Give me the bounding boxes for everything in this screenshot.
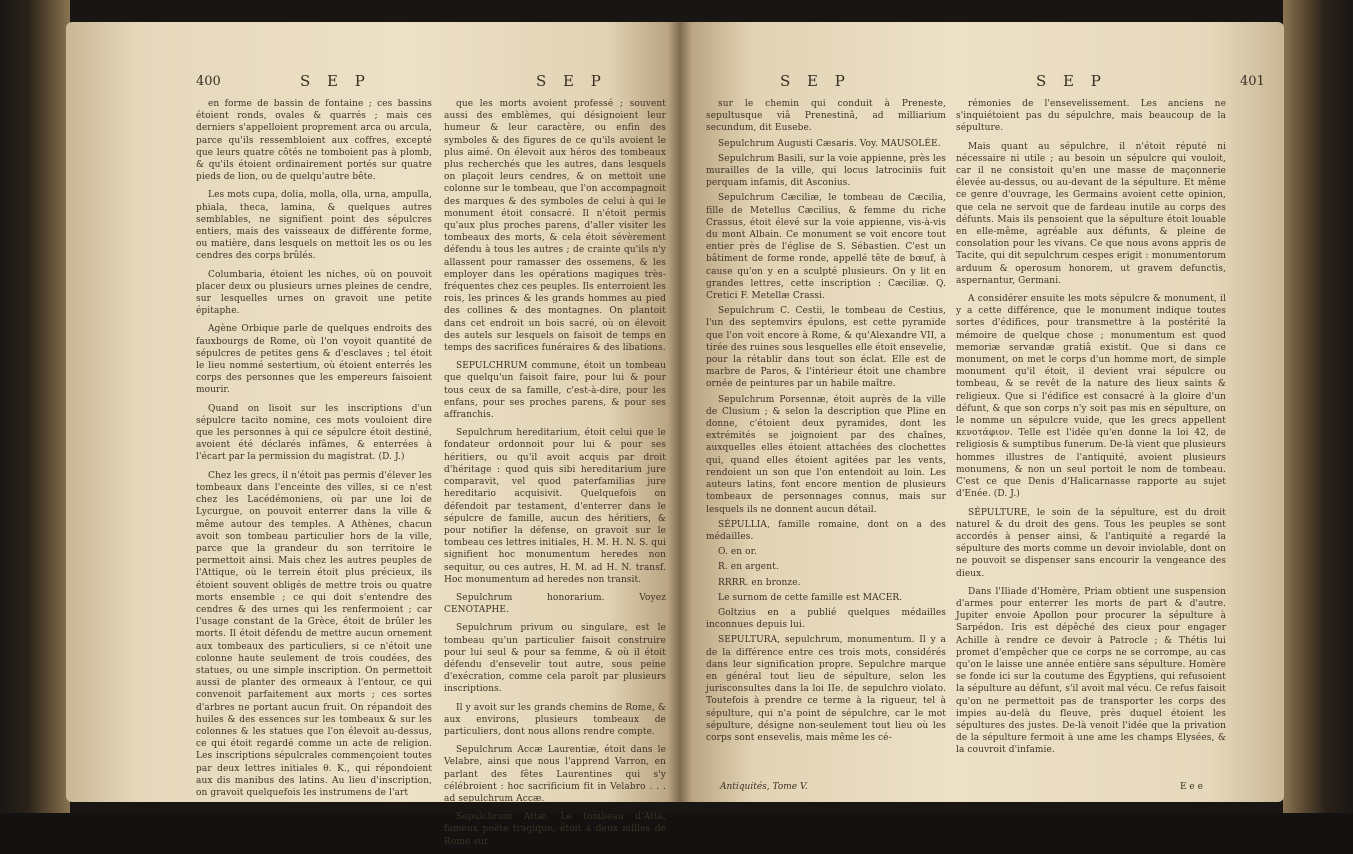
paragraph: Il y avoit sur les grands chemins de Rome, & aux environs, plusieurs tombeaux de particuliers, dont nous allons rendre compte. <box>444 702 666 737</box>
footer-volume: Antiquités, Tome V. <box>720 782 808 792</box>
paragraph: Sepulchrum Augusti Cæsaris. Voy. MAUSOLÉE. <box>718 138 941 149</box>
left-column-2 <box>444 98 666 854</box>
paragraph: Goltzius en a publié quelques médailles inconnues depuis lui. <box>706 607 946 631</box>
paragraph: SEPULTURA, sepulchrum, monumentum. Il y a de la différence entre ces trois mots, considérés dans leur signification propre. Sepulchre marque en général tout lieu de sépulture, selon les jurisconsultes dans la loi IIe. de sepulchro violato. Toutefois à prendre ce terme à la rigueur, tel à sépulture, qui n'a point de sépulchre, car le mot sépulture, désigne non-seulement tout lieu où les corps sont ensevelis, mais même les cé- <box>706 635 946 743</box>
paragraph: Sepulchrum Basili, sur la voie appienne, près les murailles de la ville, qui locus latrociniis fuit perquam infamis, dit Asconius. <box>706 153 946 189</box>
paragraph: Sepulchrum C. Cestii, le tombeau de Cestius, l'un des septemvirs épulons, est cette pyramide que l'on voit encore à Rome, & qu'Alexandre VII, a tirée des ruines sous lesquelles elle étoit ensevelie, pour la rétablir dans tout son éclat. Elle est de marbre de Paros, & l'intérieur étoit une chambre ornée de peintures par un habile maître. <box>706 306 946 390</box>
paragraph: Mais quant au sépulchre, il n'étoit réputé ni nécessaire ni utile ; au besoin un sépulcre qui vouloit, car il ne consistoit qu'en une masse de maçonnerie élevée au-dessus, ou au-devant de la sépulture. Et même ce genre d'ouvrage, les Germains avoient cette opinion, que cela ne servoit que de fardeau inutile au corps des défunts. Mais ils pensoient que la sépulture étoit louable en elle-même, agréable aux défunts, & pleine de consolation pour les vivans. Ce que nous avons appris de Tacite, qui dit sepulchrum cespes erigit : monumentorum arduum & operosum honorem, ut gravem defunctis, aspernantur, Germani. <box>956 141 1226 286</box>
running-header-right-1: S E P <box>780 72 851 90</box>
left-column-1 <box>196 98 432 805</box>
page-number-left: 400 <box>196 74 221 89</box>
paragraph: Sepulchrum privum ou singulare, est le tombeau qu'un particulier faisoit construire pour lui seul & pour sa femme, & où il étoit défendu d'ensevelir tout autre, sous peine d'exécration, comme cela paroît par plusieurs inscriptions. <box>444 623 666 695</box>
left-page <box>66 22 680 847</box>
right-page <box>680 22 1284 802</box>
paragraph: Columbaria, étoient les niches, où on pouvoit placer deux ou plusieurs urnes pleines de cendre, sur lesquelles urnes on gravoit une petite épitaphe. <box>196 269 432 317</box>
book-edge-right <box>1283 0 1353 813</box>
paragraph: SÉPULLIA, famille romaine, dont on a des médailles. <box>706 519 946 542</box>
running-header-right-2: S E P <box>1036 72 1107 90</box>
paragraph: Quand on lisoit sur les inscriptions d'un sépulcre tacito nomine, ces mots vouloient dire que les personnes à qui ce sépulcre étoit destiné, avoient été déclarés infâmes, & enterrées à l'écart par la permission du magistrat. (D. J.) <box>196 403 432 463</box>
paragraph: Sepulchrum Porsennæ, étoit auprès de la ville de Clusium ; & selon la description que Pline en donne, c'étoient deux pyramides, dont les extrémités se joignoient par des chaînes, auxquelles elles étoient attachées des clochettes qui, quand elles étoient agitées par les vents, rendoient un son que l'on entendoit au loin. Les auteurs latins, font encore mention de plusieurs tombeaux de personnages connus, mais sur lesquels ils ne donnent aucun détail. <box>706 394 946 515</box>
paragraph: Sepulchrum Accæ Laurentiæ, étoit dans le Velabre, ainsi que nous l'apprend Varron, en parlant des fêtes Laurentines qui s'y célébroient : hoc sacrificium fit in Velabro . . . ad sepulchrum Accæ. <box>444 745 666 804</box>
running-header-left-1: S E P <box>300 72 371 90</box>
paragraph: Sepulchrum hereditarium, étoit celui que le fondateur ordonnoit pour lui & pour ses héritiers, ou qu'il avoit acquis par droit d'héritage : quod quis sibi hereditarium jure comparavit, vel quod paterfamilias jure hereditario acquisivit. Quelquefois on défendoit par testament, d'enterrer dans le sépulcre de famille, aucun des héritiers, & pour notifier la défense, on gravoit sur le tombeau ces lettres initiales, H. M. H. N. S. qui signifient hoc monumentum heredes non sequitur, ou ces autres, H. M. ad H. N. transf. Hoc monumentum ad heredes non transit. <box>444 428 666 585</box>
paragraph: Les mots cupa, dolia, molla, olla, urna, ampulla, phiala, theca, lamina, & quelques autres semblables, ne signifient point des sépulcres entiers, mais des vaisseaux de différente forme, ou matière, dans lesquels on mettoit les os ou les cendres des corps brûlés. <box>196 190 432 262</box>
paragraph: rémonies de l'ensevelissement. Les anciens ne s'inquiétoient pas du sépulchre, mais beaucoup de la sépulture. <box>956 99 1226 134</box>
paragraph: SÉPULTURE, le soin de la sépulture, est du droit naturel & du droit des gens. Tous les peuples se sont accordés à penser ainsi, & l'antiquité a regardé la sépulture des morts comme un devoir inviolable, dont on ne pouvoit se dispenser sans encourir la vengeance des dieux. <box>956 507 1226 579</box>
right-column-1 <box>706 98 946 747</box>
paragraph: Le surnom de cette famille est MACER. <box>718 592 903 603</box>
medal-line: R. en argent. <box>718 562 779 573</box>
paragraph: Dans l'Iliade d'Homère, Priam obtient une suspension d'armes pour enterrer les morts de part & d'autre. Jupiter envoie Apollon pour procurer la sépulture à Sarpédon. Iris est dépêché des cieux pour engager Achille à rendre ce devoir à Patrocle ; & Thétis lui promet d'empêcher que ce corps ne se corrompe, au cas qu'on le laisse une année entière sans sépulture. Homère se fonde ici sur la coutume des Égyptiens, qui refusoient la sépulture au défunt, s'il avoit mal vécu. Ce refus faisoit qu'on ne permettoit pas de transporter les corps des impies au-delà du fleuve, près duquel étoient les sépultures des justes. De-là venoit l'idée que la privation de la sépulture fermoit à une ame les champs Elysées, & la couvroit d'infamie. <box>956 586 1226 756</box>
paragraph: A considérer ensuite les mots sépulcre & monument, il y a cette différence, que le monument indique toutes sortes d'édifices, pour transmettre à la postérité la mémoire de quelque chose ; monumentum est quod memoriæ servandæ gratiâ existit. Que si dans ce monument, on met le corps d'un homme mort, de simple monument qu'il étoit, il devient vrai sépulcre ou tombeau, & se revêt de la nature des lieux saints & religieux. Que si l'édifice est consacré à la gloire d'un défunt, & que son corps n'y soit pas mis en sépulture, on le nomme un sépulcre vuide, que les grecs appellent κενοτάφιον. Telle est l'idée qu'en donne la loi 42, de religiosis & sumptibus funerum. De-là vient que plusieurs hommes illustres de l'antiquité, avoient plusieurs monumens, & non un seul portoit le nom de tombeau. C'est ce que Denis d'Halicarnasse rapporte au sujet d'Enée. (D. J.) <box>956 294 1226 500</box>
page-number-right: 401 <box>1240 74 1265 89</box>
paragraph: Chez les grecs, il n'étoit pas permis d'élever les tombeaux dans l'enceinte des villes, si ce n'est chez les Lacédémoniens, où par une loi de Lycurgue, on pouvoit enterrer dans la ville & même autour des temples. A Athènes, chacun avoit son tombeau particulier hors de la ville, parce que la grandeur du son territoire le permettoit ainsi. Mais chez les autres peuples de l'Attique, où le terrein étoit plus précieux, ils étoient souvent obligés de mettre trois ou quatre morts ensemble ; ce qui doit s'entendre des cendres & des urnes qui les renfermoient ; car l'usage constant de la Grèce, étoit de brûler les morts. Il étoit défendu de mettre aucun ornement aux tombeaux des particuliers, si ce n'étoit une colonne haute seulement de trois coudées, des statues, ou une simple inscription. On permettoit aussi de planter des ormeaux à l'entour, ce qui convenoit parfaitement aux morts ; ces sortes d'arbres ne portant aucun fruit. On répandoit des huiles & des essences sur les tombeaux & sur les colonnes & les statues que l'on élevoit au-dessus, ce qui étoit regardé comme un acte de religion. Les inscriptions sépulcrales commençoient toutes par deux lettres initiales θ. Κ., qui répondoient aux dis manibus des latins. Au lieu d'inscription, on gravoit quelquefois les instrumens de l'art <box>196 470 432 798</box>
book-edge-left <box>0 0 70 813</box>
paragraph: Sepulchrum honorarium. Voyez CENOTAPHE. <box>444 592 666 616</box>
right-column-2 <box>956 98 1226 763</box>
paragraph: Sepulchrum Attæ. Le tombeau d'Atta, fameux poëte tragique, étoit à deux milles de Rome sur <box>444 812 666 847</box>
paragraph: sur le chemin qui conduit à Preneste, sepultusque viâ Prenestinâ, ad milliarium secundum, dit Eusebe. <box>706 99 946 134</box>
paragraph: SEPULCHRUM commune, étoit un tombeau que quelqu'un faisoit faire, pour lui & pour tous ceux de sa famille, c'est-à-dire, pour les enfans, pour ses proches parens, & pour ses affranchis. <box>444 361 666 421</box>
paragraph: en forme de bassin de fontaine ; ces bassins étoient ronds, ovales & quarrés ; mais ces derniers s'appelloient proprement arca ou arcula, parce qu'ils ressembloient aux coffres, excepté que leurs quatre côtés ne tomboient pas à plomb, & qu'ils étoient ordinairement portés sur quatre pieds de lion, ou de quelqu'autre bête. <box>196 99 432 183</box>
book-gutter <box>668 22 692 802</box>
running-header-left-2: S E P <box>536 72 607 90</box>
paragraph: que les morts avoient professé ; souvent aussi des emblèmes, qui désignoient leur humeur & leur caractère, ou enfin des symboles & des figures de ce qu'ils avoient le plus aimé. On élevoit aux héros des tombeaux plus recherchés que les autres, dans lesquels on plaçoit leurs cendres, & on mettoit une colonne sur le tombeau, que l'on accompagnoit des marques & des symboles de celui à qui le monument étoit consacré. Il n'étoit permis qu'aux plus proches parens, d'aller visiter les tombeaux des morts, & cela étoit sévèrement défendu à tous les autres ; de crainte qu'ils n'y allassent pour ramasser des ossemens, & les employer dans les opérations magiques très-fréquentes chez ces peuples. Ils enterroient les rois, les princes & les grands hommes au pied des collines & des montagnes. On plantoit dans cet endroit un bois sacré, où on élevoit des autels sur lesquels on faisoit de temps en temps des sacrifices funéraires & des libations. <box>444 99 666 354</box>
paragraph: Sepulchrum Cæciliæ, le tombeau de Cæcilia, fille de Metellus Cæcilius, & femme du riche Crassus, étoit élevé sur la voie appienne, vis-à-vis du mont Albain. Ce monument se voit encore tout entier près de l'église de S. Sébastien. C'est un bâtiment de forme ronde, appellé tête de bœuf, à cause qu'on y en a sculpté plusieurs. On y lit en grandes lettres, cette inscription : Cæciliæ. Q. Cretici F. Metellæ Crassi. <box>706 193 946 302</box>
medal-line: O. en or. <box>718 547 758 558</box>
medal-line: RRRR. en bronze. <box>718 577 801 588</box>
footer-signature: E e e <box>1180 782 1203 792</box>
paragraph: Agène Orbique parle de quelques endroits des fauxbourgs de Rome, où l'on voyoit quantité de sépulcres de petites gens & d'esclaves ; tel étoit le lieu nommé sestertium, où étoient enterrés les corps des personnes que les empereurs faisoient mourir. <box>196 324 432 396</box>
